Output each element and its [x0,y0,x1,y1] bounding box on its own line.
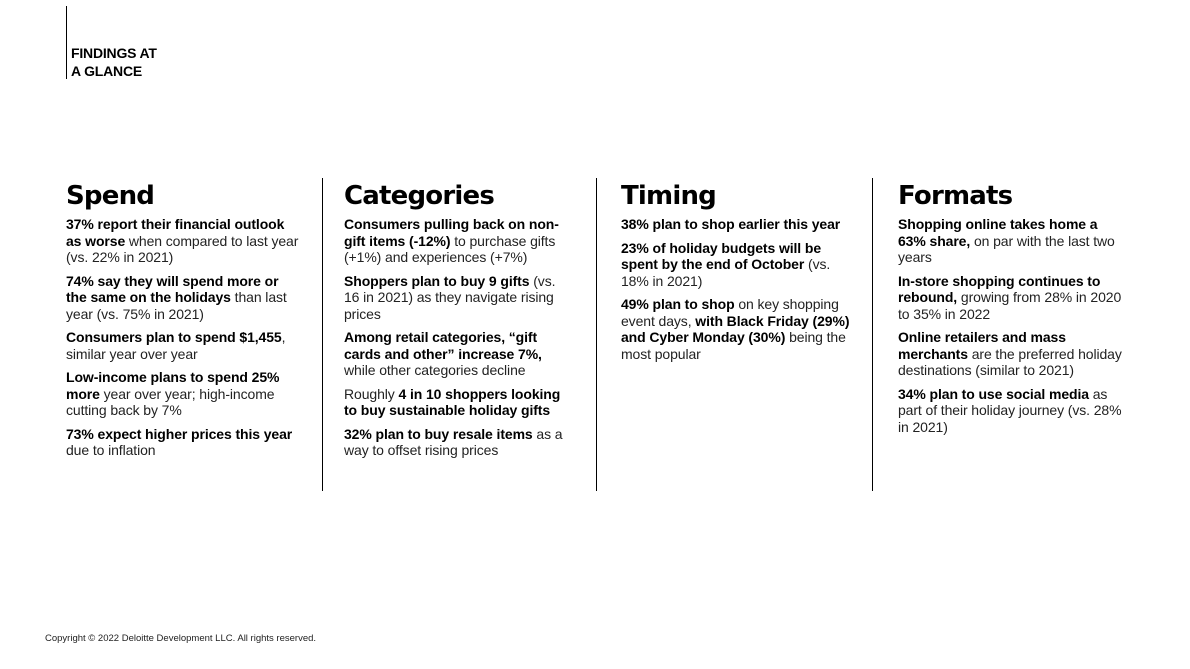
finding-highlight: 49% plan to shop [621,296,735,312]
column-formats [898,178,1122,492]
findings-list [66,216,302,459]
column-divider [322,178,323,491]
finding-text: (vs. 18% in 2021) [621,256,831,289]
finding-item [66,329,302,362]
column-divider [872,178,873,491]
finding-item [898,216,1122,266]
column-heading: Timing [621,181,716,211]
finding-item [344,426,574,459]
finding-highlight: Shopping online takes home a 63% share, [898,216,1098,249]
column-heading: Spend [66,181,155,211]
finding-highlight: 23% of holiday budgets will be spent by the end of October [621,239,822,272]
finding-item [344,273,574,323]
finding-text: due to inflation [66,442,156,458]
finding-item [898,386,1122,436]
column-heading: Formats [898,181,1013,211]
finding-item [621,296,853,362]
findings-list [344,216,574,459]
finding-highlight: 34% plan to use social media [898,385,1089,402]
finding-item [66,426,302,459]
copyright-footer: Copyright © 2022 Deloitte Development LLC. All rights reserved. [45,633,317,644]
finding-text: on key shopping event days, [621,296,839,329]
finding-text: while other categories decline [344,362,526,378]
finding-item [344,216,574,266]
finding-text: , similar year over year [66,329,286,362]
finding-item [344,386,574,419]
finding-text: being the most popular [621,329,846,362]
column-spend [66,178,302,492]
finding-highlight: Online retailers and mass merchants [898,329,1066,362]
finding-text: when compared to last year (vs. 22% in 2021) [66,232,299,265]
finding-item [898,329,1122,379]
finding-highlight: Consumers pulling back on non-gift items (-12%) [344,216,559,249]
findings-list [621,216,853,362]
column-categories [344,178,574,492]
finding-item [898,273,1122,323]
finding-highlight: In-store shopping continues to rebound, [898,272,1101,305]
header-vertical-rule [66,6,67,79]
page-title [71,44,157,80]
finding-text: Roughly [344,385,399,402]
finding-item [66,273,302,323]
finding-highlight: 38% plan to shop earlier this year [621,216,841,232]
finding-highlight: with Black Friday (29%) and Cyber Monday (30%) [621,312,850,345]
finding-text: to purchase gifts (+1%) and experiences (+7%) [344,232,556,265]
page-title-line-2: A GLANCE [71,63,142,79]
finding-highlight: 74% say they will spend more or the same on the holidays [66,272,279,305]
finding-highlight: Among retail categories, “gift cards and other” increase 7%, [344,329,542,362]
finding-highlight: Low-income plans to spend 25% more [66,369,280,402]
finding-item [621,216,853,233]
finding-text: growing from 28% in 2020 to 35% in 2022 [898,289,1122,322]
column-heading: Categories [344,181,495,211]
page-title-line-1: FINDINGS AT [71,45,157,61]
finding-highlight: 4 in 10 shoppers looking to buy sustainable holiday gifts [344,385,561,418]
findings-list [898,216,1122,435]
finding-text: as a way to offset rising prices [344,425,563,458]
column-timing [621,178,853,492]
finding-text: on par with the last two years [898,232,1115,265]
finding-item [344,329,574,379]
findings-columns [0,178,1190,492]
finding-text: than last year (vs. 75% in 2021) [66,289,287,322]
finding-item [621,240,853,290]
finding-item [66,369,302,419]
finding-highlight: Shoppers plan to buy 9 gifts [344,272,530,289]
finding-highlight: 37% report their financial outlook as worse [66,216,285,249]
finding-text: are the preferred holiday destinations (similar to 2021) [898,345,1122,378]
finding-text: (vs. 16 in 2021) as they navigate rising prices [344,272,556,322]
finding-item [66,216,302,266]
finding-highlight: 73% expect higher prices this year [66,425,293,442]
column-divider [596,178,597,491]
finding-highlight: Consumers plan to spend $1,455 [66,329,282,345]
finding-text: as part of their holiday journey (vs. 28% in 2021) [898,385,1122,435]
finding-highlight: 32% plan to buy resale items [344,425,533,442]
finding-text: year over year; high-income cutting back by 7% [66,385,275,418]
